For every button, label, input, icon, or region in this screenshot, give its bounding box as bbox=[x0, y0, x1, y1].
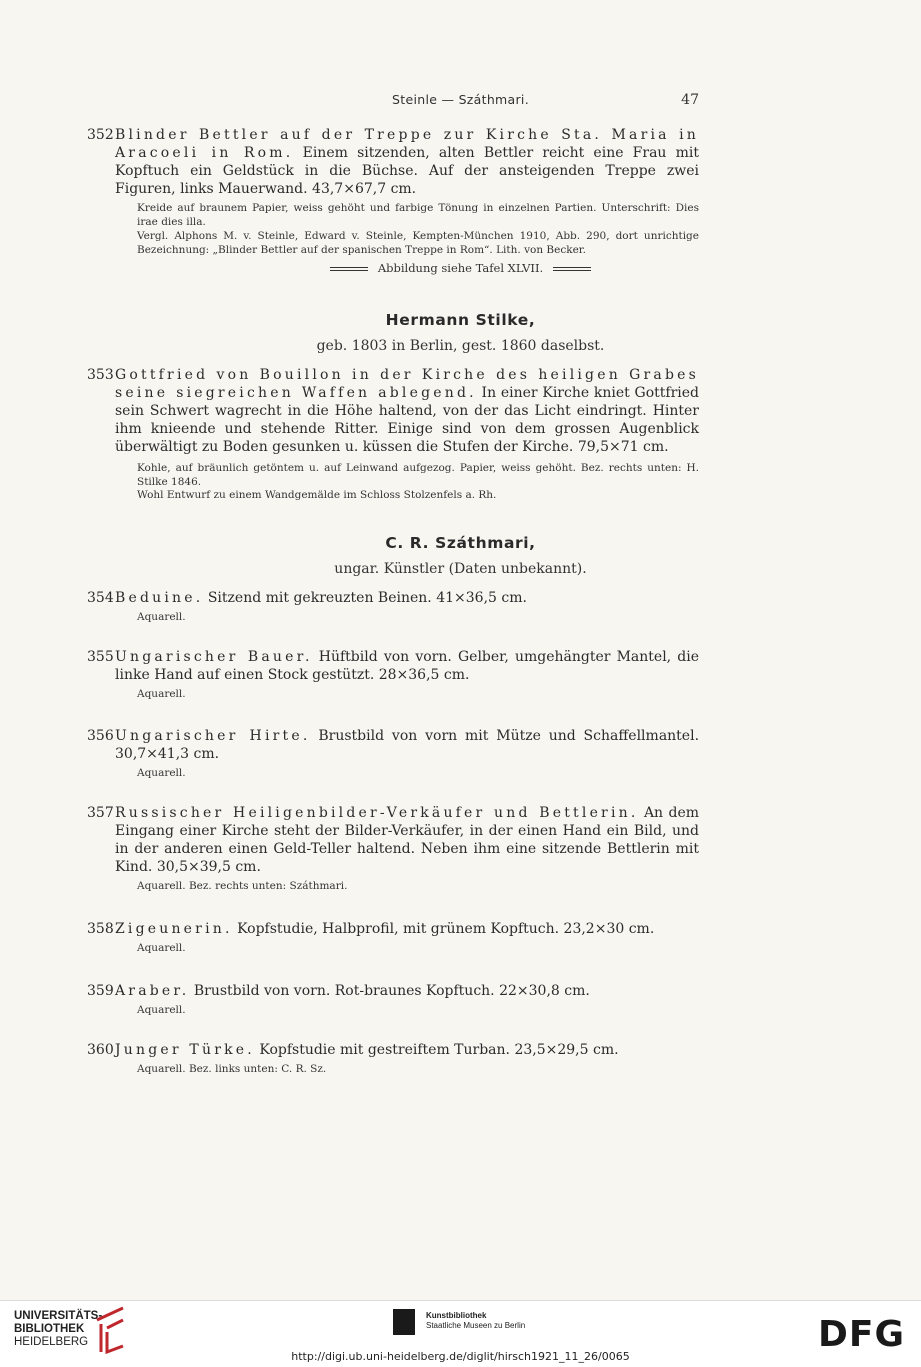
entry-title: Zigeunerin. bbox=[115, 921, 233, 937]
artist-heading-stilke: Hermann Stilke, bbox=[385, 311, 536, 329]
entry-title: Russischer Heiligenbilder-Verkäufer und Bettlerin. bbox=[115, 805, 639, 821]
entry-number: 360 bbox=[87, 1042, 114, 1058]
entry-description: Sitzend mit gekreuzten Beinen. 41×36,5 cm. bbox=[207, 590, 527, 606]
entry-note: Aquarell. bbox=[137, 1004, 186, 1016]
plate-reference-text: Abbildung siehe Tafel XLVII. bbox=[377, 261, 544, 275]
entry-note: Aquarell. bbox=[137, 611, 186, 623]
entry-number: 353 bbox=[87, 367, 114, 383]
entry-note: Kohle, auf bräunlich getöntem u. auf Leinwand aufgezog. Papier, weiss gehöht. Bez. rechts unten: H. Stilke 1846. bbox=[137, 462, 699, 488]
catalog-entry-357 bbox=[87, 804, 699, 894]
entry-number: 352 bbox=[87, 127, 114, 143]
entry-number: 357 bbox=[87, 805, 114, 821]
entry-description: Kopfstudie, Halbprofil, mit grünem Kopftuch. 23,2×30 cm. bbox=[237, 921, 655, 937]
entry-description: Brustbild von vorn. Rot-braunes Kopftuch. 22×30,8 cm. bbox=[193, 983, 590, 999]
entry-note: Aquarell. Bez. links unten: C. R. Sz. bbox=[137, 1063, 327, 1075]
dfg-logo[interactable]: DFG bbox=[817, 1314, 905, 1355]
page-number: 47 bbox=[681, 92, 699, 108]
entry-title: Blinder Bettler auf der Treppe zur Kirche Sta. Maria in Aracoeli in Rom. bbox=[115, 127, 699, 161]
ub-logo-line: UNIVERSITÄTS- bbox=[14, 1310, 103, 1322]
entry-number: 355 bbox=[87, 649, 114, 665]
entry-note: Aquarell. bbox=[137, 688, 186, 700]
permalink-url[interactable]: http://digi.ub.uni-heidelberg.de/diglit/hirsch1921_11_26/0065 bbox=[291, 1350, 630, 1363]
catalog-entry-353 bbox=[87, 366, 699, 503]
artist-dates-stilke: geb. 1803 in Berlin, gest. 1860 daselbst. bbox=[316, 338, 605, 354]
artist-heading-szathmari: C. R. Száthmari, bbox=[385, 534, 536, 552]
entry-title: Ungarischer Hirte. bbox=[115, 728, 311, 744]
entry-note: Aquarell. bbox=[137, 767, 186, 779]
running-head: Steinle — Száthmari. bbox=[392, 92, 529, 107]
artist-dates-szathmari: ungar. Künstler (Daten unbekannt). bbox=[334, 561, 587, 577]
double-rule-right bbox=[553, 267, 591, 271]
entry-title: Junger Türke. bbox=[115, 1042, 255, 1058]
entry-description: Einem sitzenden, alten Bettler reicht eine Frau mit Kopftuch ein Geldstück in die Büchse. Auf der ansteigenden Treppe zwei Figuren, links Mauerwand. 43,7×67,7 cm. bbox=[115, 145, 700, 197]
entry-number: 359 bbox=[87, 983, 114, 999]
catalog-entry-352 bbox=[87, 126, 699, 257]
catalog-entry-359 bbox=[87, 982, 699, 1018]
entry-number: 354 bbox=[87, 590, 114, 606]
plate-reference bbox=[0, 261, 921, 275]
kunstbibliothek-logo[interactable] bbox=[426, 1311, 525, 1331]
catalog-entry-360 bbox=[87, 1041, 699, 1077]
entry-description: Kopfstudie mit gestreiftem Turban. 23,5×29,5 cm. bbox=[259, 1042, 619, 1058]
entry-note: Kreide auf braunem Papier, weiss gehöht und farbige Tönung in einzelnen Partien. Unterschrift: Dies irae dies illa. bbox=[137, 202, 699, 228]
entry-note: Aquarell. Bez. rechts unten: Száthmari. bbox=[137, 880, 348, 892]
entry-title: Araber. bbox=[115, 983, 190, 999]
entry-note: Vergl. Alphons M. v. Steinle, Edward v. Steinle, Kempten-München 1910, Abb. 290, dort unrichtige Bezeichnung: „Blinder Bettler auf der spanischen Treppe in Rom“. Lith. von Becker. bbox=[137, 230, 699, 256]
entry-description: Brustbild von vorn mit Mütze und Schaffellmantel. 30,7×41,3 cm. bbox=[115, 728, 700, 762]
ub-heidelberg-logo[interactable] bbox=[14, 1310, 102, 1349]
catalog-entry-355 bbox=[87, 648, 699, 702]
catalog-entry-356 bbox=[87, 727, 699, 781]
kb-line-1: Kunstbibliothek bbox=[426, 1311, 487, 1320]
entry-note: Wohl Entwurf zu einem Wandgemälde im Schloss Stolzenfels a. Rh. bbox=[137, 489, 497, 501]
entry-title: Gottfried von Bouillon in der Kirche des heiligen Grabes seine siegreichen Waffen ablegend. bbox=[115, 367, 699, 401]
entry-description: An dem Eingang einer Kirche steht der Bilder-Verkäufer, in der einen Hand ein Bild, und in der anderen einen Geld-Teller haltend. Neben ihm eine sitzende Bettlerin mit Kind. 30,5×39,5 cm. bbox=[115, 805, 700, 875]
kb-line-2: Staatliche Museen zu Berlin bbox=[426, 1321, 526, 1330]
entry-title: Ungarischer Bauer. bbox=[115, 649, 313, 665]
entry-description: In einer Kirche kniet Gottfried sein Schwert wagrecht in die Höhe haltend, von der das Licht eindringt. Hinter ihm knieende und stehende Ritter. Einige sind von dem grossen Augenblick überwältigt zu Boden gesunken u. küssen die Stufen der Kirche. 79,5×71 cm. bbox=[115, 385, 700, 455]
ub-logo-line: HEIDELBERG bbox=[14, 1336, 89, 1348]
kunstbibliothek-logo-icon bbox=[393, 1309, 415, 1335]
ub-emblem-icon bbox=[93, 1306, 127, 1356]
entry-number: 356 bbox=[87, 728, 114, 744]
catalog-entry-358 bbox=[87, 920, 699, 956]
entry-title: Beduine. bbox=[115, 590, 204, 606]
double-rule-left bbox=[330, 267, 368, 271]
catalog-entry-354 bbox=[87, 589, 699, 625]
entry-note: Aquarell. bbox=[137, 942, 186, 954]
entry-description: Hüftbild von vorn. Gelber, umgehängter Mantel, die linke Hand auf einen Stock gestützt. 28×36,5 cm. bbox=[115, 649, 699, 683]
ub-logo-line: BIBLIOTHEK bbox=[14, 1323, 85, 1335]
entry-number: 358 bbox=[87, 921, 114, 937]
